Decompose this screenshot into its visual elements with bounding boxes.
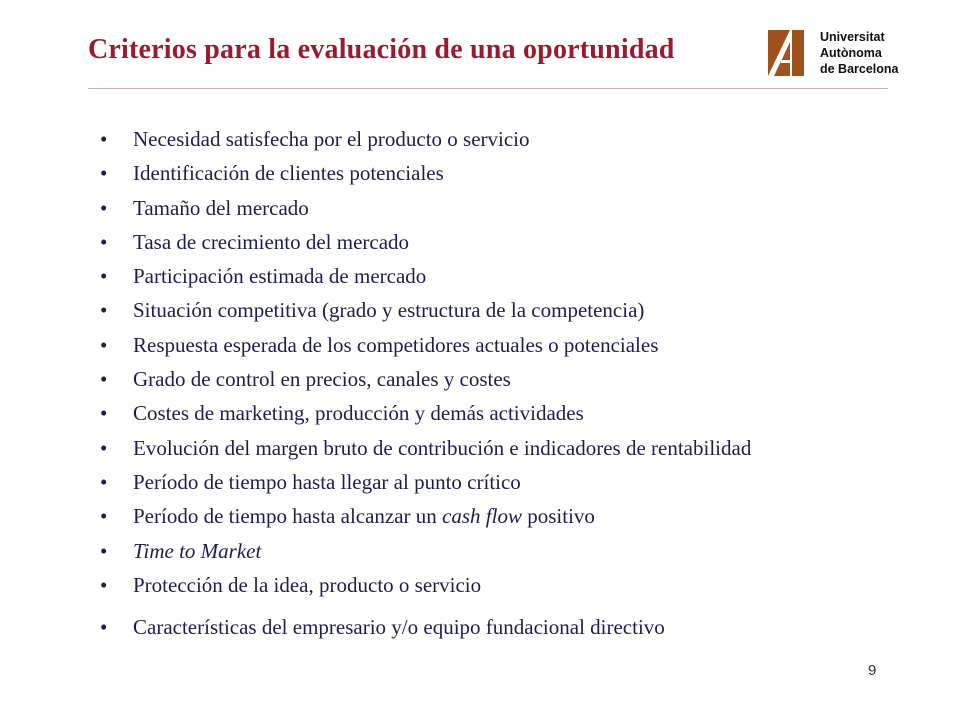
slide-title: Criterios para la evaluación de una oportunidad [88,34,675,65]
bullet-icon: • [100,469,108,494]
bullet-icon: • [100,435,108,460]
list-item-text: Tamaño del mercado [133,195,309,220]
list-item-text: Período de tiempo hasta llegar al punto crítico [133,469,521,494]
list-item-text: Respuesta esperada de los competidores actuales o potenciales [133,332,659,357]
bullet-icon: • [100,161,108,186]
bullet-icon: • [100,195,108,220]
list-item-text-part: positivo [521,504,595,529]
bullet-icon: • [100,229,108,254]
list-item-text: Participación estimada de mercado [133,264,427,289]
list-item-text: Costes de marketing, producción y demás actividades [133,401,584,426]
list-item-text [133,534,261,568]
list-item-text: Tasa de crecimiento del mercado [133,229,410,254]
list-item-text-part: Período de tiempo hasta alcanzar un [133,504,443,529]
list-item-text: Situación competitiva (grado y estructura de la competencia) [133,298,645,323]
logo-line-3: de Barcelona [820,62,899,76]
uab-logo-icon [768,30,804,76]
list-item-text: Protección de la idea, producto o servicio [133,572,482,597]
bullet-icon: • [100,572,108,597]
list-item-text: Identificación de clientes potenciales [133,161,444,186]
bullet-icon: • [100,332,108,357]
list-item-emphasis: cash flow [442,504,522,529]
bullet-icon: • [100,538,108,563]
page-number: 9 [868,662,877,679]
bullet-icon: • [100,264,108,289]
bullet-icon: • [100,504,108,529]
logo-wordmark [820,29,899,77]
title-divider [88,88,888,89]
list-item-text: Evolución del margen bruto de contribución e indicadores de rentabilidad [133,435,752,460]
bullet-icon: • [100,127,108,151]
bullet-icon: • [100,615,108,640]
logo-line-1: Universitat [820,30,885,44]
list-item-text: Características del empresario y/o equipo fundacional directivo [133,615,665,640]
logo-line-2: Autònoma [820,46,882,60]
bullet-icon: • [100,367,108,392]
list-item-text: Grado de control en precios, canales y costes [133,367,511,392]
bullet-icon: • [100,298,108,323]
bullet-icon: • [100,401,108,426]
list-item-text: Necesidad satisfecha por el producto o servicio [133,127,530,151]
list-item-text [133,499,595,533]
list-item-emphasis: Time to Market [133,538,262,563]
university-logo [768,30,908,80]
